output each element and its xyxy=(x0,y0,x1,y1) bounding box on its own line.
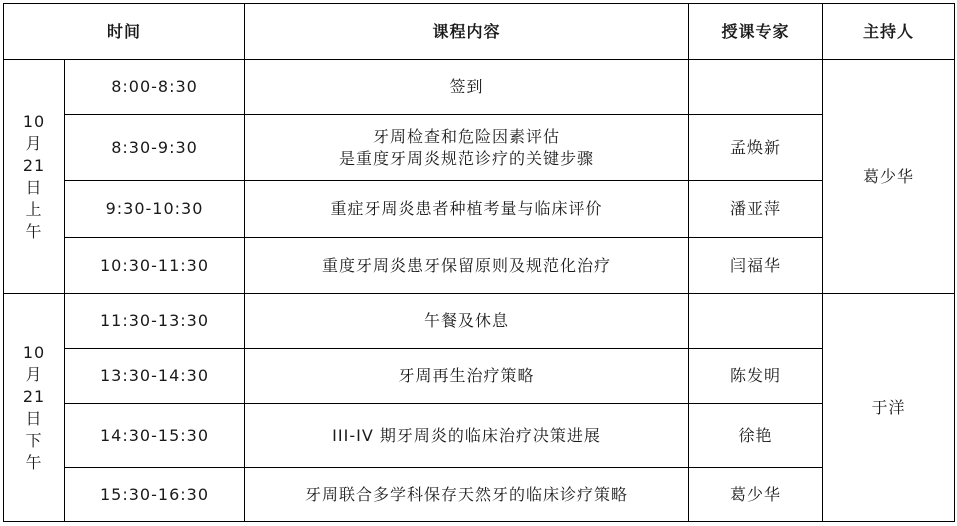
time-cell: 11:30-13:30 xyxy=(65,294,245,349)
course-cell xyxy=(245,181,689,238)
table-row xyxy=(4,404,955,468)
time-cell: 10:30-11:30 xyxy=(65,238,245,294)
expert-cell: 潘亚萍 xyxy=(689,181,823,238)
expert-cell xyxy=(689,294,823,349)
course-cell xyxy=(245,468,689,522)
expert-cell xyxy=(689,60,823,115)
course-line: 牙周联合多学科保存天然牙的临床诊疗策略 xyxy=(305,484,629,504)
expert-cell: 葛少华 xyxy=(689,468,823,522)
date-char: 上 xyxy=(25,199,43,219)
course-cell xyxy=(245,294,689,349)
date-char: 午 xyxy=(25,452,43,472)
time-cell: 15:30-16:30 xyxy=(65,468,245,522)
expert-cell: 闫福华 xyxy=(689,238,823,294)
header-host: 主持人 xyxy=(823,4,955,60)
date-char: 21 xyxy=(22,155,46,175)
date-char: 10 xyxy=(22,342,46,362)
host-cell-morning: 葛少华 xyxy=(823,60,955,294)
course-line: 牙周检查和危险因素评估 xyxy=(373,126,561,146)
expert-cell: 孟焕新 xyxy=(689,115,823,181)
header-course: 课程内容 xyxy=(245,4,689,60)
table-row xyxy=(4,349,955,404)
date-char: 午 xyxy=(25,221,43,241)
header-row xyxy=(4,4,955,60)
course-cell xyxy=(245,404,689,468)
course-cell xyxy=(245,349,689,404)
time-cell: 8:30-9:30 xyxy=(65,115,245,181)
schedule-table xyxy=(3,3,955,522)
expert-cell: 徐艳 xyxy=(689,404,823,468)
course-line: 重症牙周炎患者种植考量与临床评价 xyxy=(330,199,603,218)
host-cell-afternoon: 于洋 xyxy=(823,294,955,522)
course-line: 牙周再生治疗策略 xyxy=(398,366,535,385)
time-cell: 9:30-10:30 xyxy=(65,181,245,238)
date-char: 月 xyxy=(25,133,43,153)
date-char: 21 xyxy=(22,386,46,406)
time-cell: 14:30-15:30 xyxy=(65,404,245,468)
table-row xyxy=(4,294,955,349)
header-expert: 授课专家 xyxy=(689,4,823,60)
course-cell xyxy=(245,115,689,181)
date-char: 月 xyxy=(25,364,43,384)
time-cell: 13:30-14:30 xyxy=(65,349,245,404)
date-char: 日 xyxy=(25,177,43,197)
date-cell-morning xyxy=(4,60,65,294)
expert-cell: 陈发明 xyxy=(689,349,823,404)
table-row xyxy=(4,468,955,522)
table-row xyxy=(4,181,955,238)
course-line: 重度牙周炎患牙保留原则及规范化治疗 xyxy=(322,255,612,275)
date-char: 下 xyxy=(25,430,43,450)
time-cell: 8:00-8:30 xyxy=(65,60,245,115)
date-char: 日 xyxy=(25,408,43,428)
course-line: 是重度牙周炎规范诊疗的关键步骤 xyxy=(339,148,595,168)
course-line: 午餐及休息 xyxy=(424,311,510,330)
course-cell xyxy=(245,60,689,115)
course-line: 签到 xyxy=(449,77,484,96)
table-row xyxy=(4,60,955,115)
course-line: III-IV 期牙周炎的临床治疗决策进展 xyxy=(332,425,601,445)
table-row xyxy=(4,115,955,181)
date-cell-afternoon xyxy=(4,294,65,522)
header-time: 时间 xyxy=(4,4,245,60)
date-char: 10 xyxy=(22,111,46,131)
table-row xyxy=(4,238,955,294)
course-cell xyxy=(245,238,689,294)
